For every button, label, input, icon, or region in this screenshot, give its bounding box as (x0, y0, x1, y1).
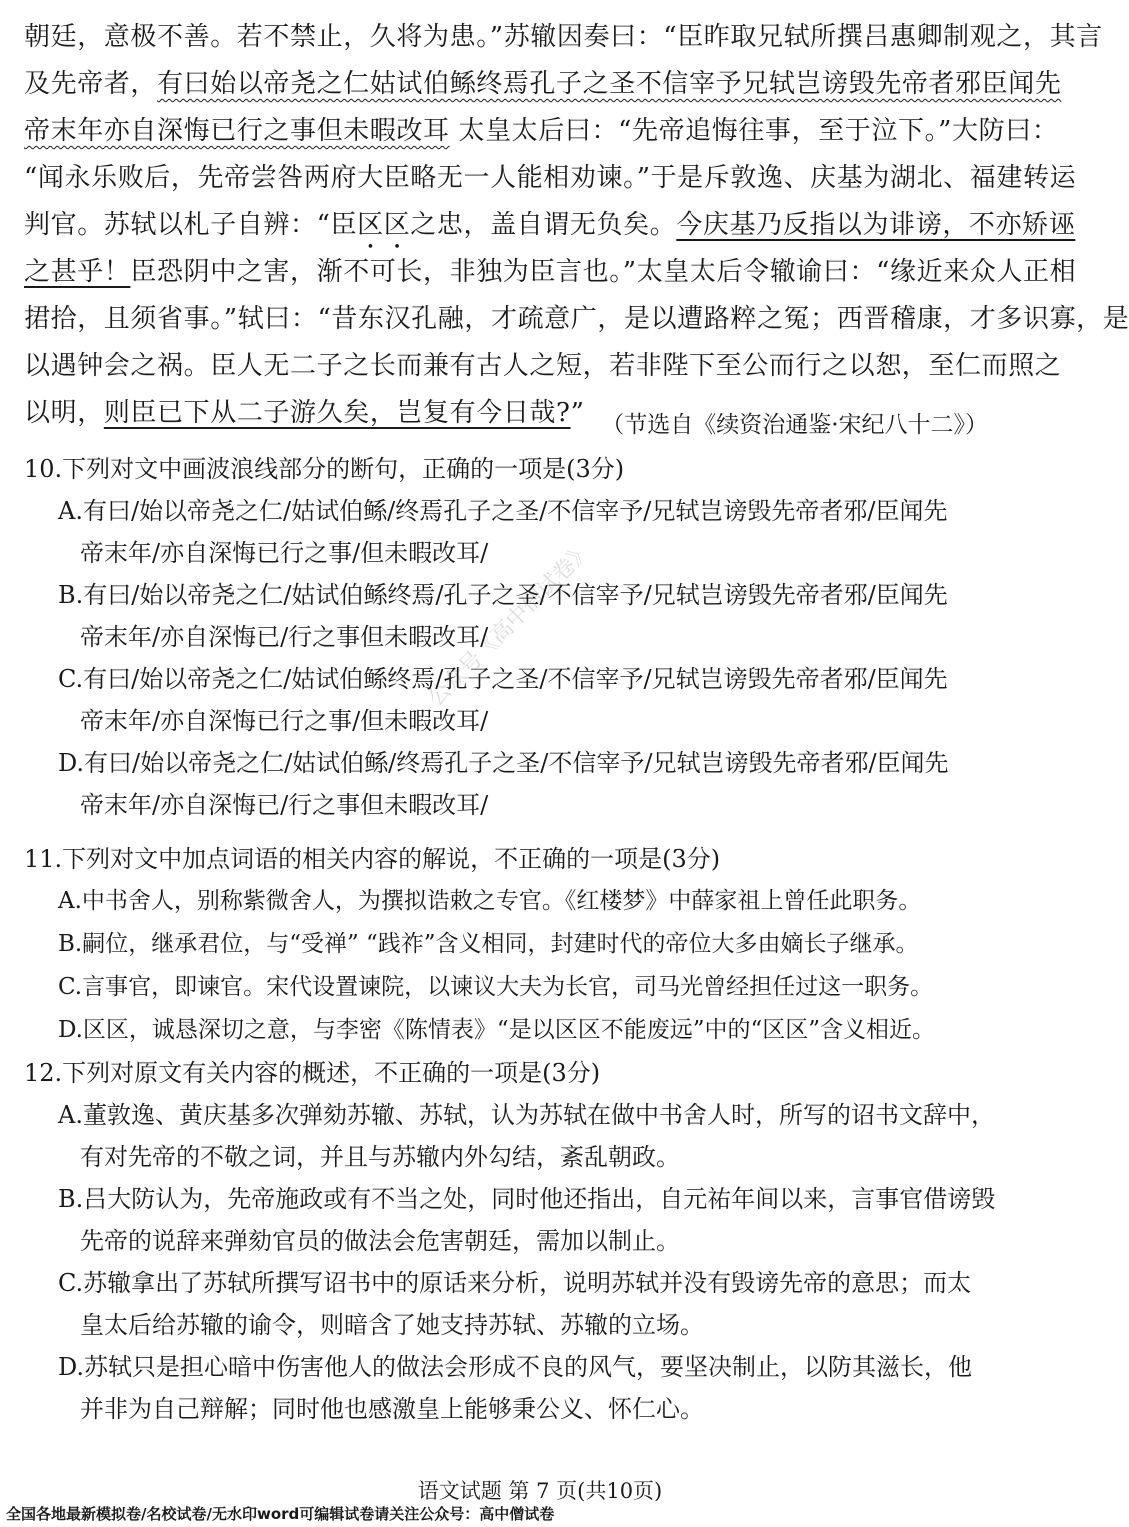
question-11 (24, 838, 1024, 1052)
option-b[interactable]: B.嗣位，继承君位，与“受禅” “践祚”含义相同，封建时代的帝位大多由嫡长子继承。 (58, 931, 919, 957)
passage-text (24, 14, 1129, 437)
text-segment: 朝廷，意极不善。若不禁止，久将为患。”苏辙因奏曰：“臣昨取兄轼所撰吕惠卿制观之，其言 (24, 22, 1103, 52)
question-stem: 11.下列对文中加点词语的相关内容的解说，不正确的一项是(3分) (24, 845, 721, 873)
passage-line (24, 61, 1062, 108)
passage-source: （节选自《续资治通鉴·宋纪八十二》） (601, 412, 988, 438)
option-d[interactable]: D.区区，诚恳深切之意，与李密《陈情表》“是以区区不能废远”中的“区区”含义相近。 (58, 1017, 935, 1043)
page-footer: 语文试题 第 7 页(共10页) (417, 1479, 663, 1503)
underlined-text: 则臣已下从二子游久矣，岂复有今日哉? (103, 398, 571, 428)
option-a[interactable]: A.董敦逸、黄庆基多次弹劾苏辙、苏轼，认为苏轼在做中书舍人时，所写的诏书文辞中， 有对先帝的不敬之词，并且与苏辙内外勾结，紊乱朝政。 (58, 1101, 995, 1171)
passage-line (24, 202, 1076, 249)
text-segment: 以明， (24, 398, 104, 428)
passage-line (24, 343, 1062, 390)
wavy-underlined-text: 帝末年亦自深悔已行之事但未暇改耳 (24, 116, 450, 146)
text-segment: 捃拾，且须省事。”轼曰：“昔东汉孔融，才疏意广，是以遭路粹之冤；西晋稽康，才多识寡，是 (24, 304, 1129, 334)
option-c[interactable]: C.言事官，即谏官。宋代设置谏院，以谏议大夫为长官，司马光曾经担任过这一职务。 (58, 974, 934, 1000)
question-stem: 12.下列对原文有关内容的概述，不正确的一项是(3分) (24, 1059, 601, 1087)
passage-line (24, 249, 1077, 296)
bottom-notice: 全国各地最新模拟卷/名校试卷/无水印word可编辑试卷请关注公众号：高中僧试卷 (6, 1505, 555, 1523)
option-c[interactable]: C.苏辙拿出了苏轼所撰写诏书中的原话来分析，说明苏轼并没有毁谤先帝的意思；而太 皇太后给苏辙的谕令，则暗含了她支持苏轼、苏辙的立场。 (58, 1269, 972, 1339)
option-b[interactable]: B.吕大防认为，先帝施政或有不当之处，同时他还指出，自元祐年间以来，言事官借谤毁 先帝的说辞来弹劾官员的做法会危害朝廷，需加以制止。 (58, 1185, 996, 1255)
option-d[interactable]: D.有曰/始以帝尧之仁/姑试伯鲧/终焉孔子之圣/不信宰予/兄轼岂谤毁先帝者邪/臣闻先 帝末年/亦自深悔已/行之事但未暇改耳/ (58, 749, 949, 819)
passage-line (24, 108, 1059, 155)
question-stem: 10.下列对文中画波浪线部分的断句，正确的一项是(3分) (24, 455, 625, 483)
option-a[interactable]: A.有曰/始以帝尧之仁/姑试伯鲧/终焉孔子之圣/不信宰予/兄轼岂谤毁先帝者邪/臣闻先 帝末年/亦自深悔已行之事/但未暇改耳/ (58, 497, 948, 567)
passage-line (24, 296, 1129, 343)
wavy-underlined-text: 有曰始以帝尧之仁姑试伯鲧终焉孔子之圣不信宰予兄轼岂谤毁先帝者邪臣闻先 (157, 69, 1062, 99)
text-segment: 及先帝者， (24, 69, 158, 99)
text-segment: 太皇太后曰：“先帝追悔往事，至于泣下。”大防曰： (449, 116, 1059, 146)
text-segment: 之忠，盖自谓无负矣。 (410, 210, 677, 240)
option-a[interactable]: A.中书舍人，别称紫微舍人，为撰拟诰敕之专官。《红楼梦》中薛家祖上曾任此职务。 (58, 888, 922, 914)
text-segment: “闻永乐败后，先帝尝咎两府大臣略无一人能相劝谏。”于是斥敦逸、庆基为湖北、福建转运 (24, 163, 1077, 193)
question-12 (24, 1052, 1024, 1430)
passage-line (24, 14, 1103, 61)
underlined-text: 之甚乎！ (24, 257, 131, 287)
dotted-word: 区区 (357, 210, 411, 240)
option-c[interactable]: C.有曰/始以帝尧之仁/姑试伯鲧终焉/孔子之圣/不信宰予/兄轼岂谤毁先帝者邪/臣闻先 帝末年/亦自深悔已行之事/但未暇改耳/ (58, 665, 948, 735)
text-segment: ” (570, 398, 585, 428)
text-segment: 判官。苏轼以札子自辨：“臣 (24, 210, 358, 240)
underlined-text: 今庆基乃反指以为诽谤，不亦矫诬 (676, 210, 1076, 240)
option-b[interactable]: B.有曰/始以帝尧之仁/姑试伯鲧终焉/孔子之圣/不信宰予/兄轼岂谤毁先帝者邪/臣闻先 帝末年/亦自深悔已/行之事但未暇改耳/ (58, 581, 948, 651)
passage-line (24, 155, 1077, 202)
watermark: 公众号《高中僧试卷》 (423, 537, 597, 712)
text-segment: 臣恐阴中之害，渐不可长，非独为臣言也。”太皇太后令辙谕曰：“缘近来众人正相 (130, 257, 1077, 287)
option-d[interactable]: D.苏轼只是担心暗中伤害他人的做法会形成不良的风气，要坚决制止，以防其滋长，他 并非为自己辩解；同时他也感激皇上能够秉公义、怀仁心。 (58, 1353, 973, 1423)
question-10 (24, 448, 1024, 826)
text-segment: 以遇钟会之祸。臣人无二子之长而兼有古人之短，若非陛下至公而行之以恕，至仁而照之 (24, 351, 1062, 381)
